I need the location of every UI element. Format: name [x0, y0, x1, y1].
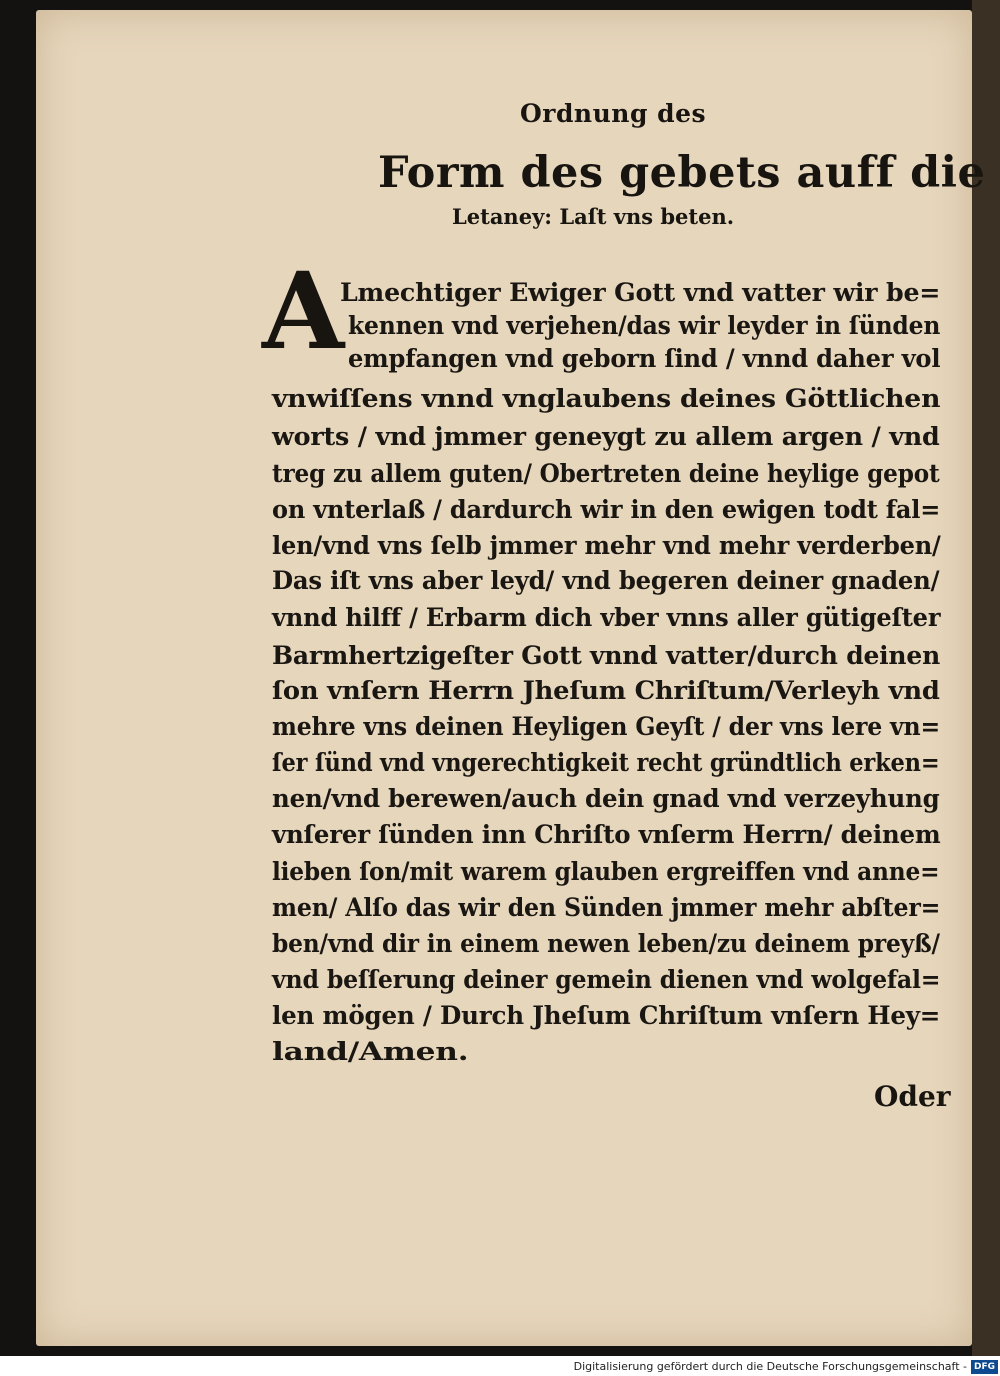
text-line: vnnd hilff / Erbarm dich vber vnns aller gütigeſter — [272, 603, 941, 632]
text-line: Lmechtiger Ewiger Gott vnd vatter wir be= — [340, 278, 941, 307]
text-line: Barmhertzigeſter Gott vnnd vatter/durch deinen — [272, 641, 941, 670]
text-line: ſon vnſern Herrn Jheſum Chriſtum/Verleyh vnd — [272, 676, 940, 705]
footer-credit — [574, 1358, 998, 1375]
text-line: lieben ſon/mit warem glauben ergreiffen vnd anne= — [272, 857, 940, 886]
text-line: men/ Alſo das wir den Sünden jmmer mehr abſter= — [272, 893, 941, 922]
text-line: land/Amen. — [272, 1037, 469, 1066]
drop-cap-initial: A — [262, 248, 345, 373]
text-line: on vnterlaß / dardurch wir in den ewigen todt fal= — [272, 495, 941, 524]
dfg-logo: DFG — [971, 1360, 998, 1374]
text-line: worts / vnd jmmer geneygt zu allem argen / vnd — [272, 422, 940, 451]
text-line: kennen vnd verjehen/das wir leyder in ſünden — [348, 311, 941, 340]
text-line: mehre vns deinen Heyligen Geyſt / der vns lere vn= — [272, 712, 941, 741]
text-line: vnd beſſerung deiner gemein dienen vnd wolgefal= — [272, 965, 941, 994]
page-subtitle: Letaney: Laſt vns beten. — [452, 204, 735, 229]
text-line: empfangen vnd geborn ſind / vnnd daher vol — [348, 344, 941, 373]
text-line: ſer ſünd vnd vngerechtigkeit recht gründtlich erken= — [272, 748, 940, 777]
text-line: len mögen / Durch Jheſum Chriſtum vnſern Hey= — [272, 1001, 941, 1030]
catchword: Oder — [874, 1080, 951, 1113]
text-line: treg zu allem guten/ Obertreten deine heylige gepot — [272, 459, 940, 488]
running-head: Ordnung des — [520, 99, 707, 128]
text-line: ben/vnd dir in einem newen leben/zu deinem preyß/ — [272, 929, 940, 958]
text-line: Das iſt vns aber leyd/ vnd begeren deiner gnaden/ — [272, 566, 940, 595]
binding-edge — [972, 0, 1000, 1356]
text-line: vnſerer ſünden inn Chriſto vnſerm Herrn/ deinem — [272, 820, 941, 849]
text-line: nen/vnd berewen/auch dein gnad vnd verzeyhung — [272, 784, 940, 813]
text-line: vnwiſſens vnnd vnglaubens deines Göttlichen — [272, 384, 941, 413]
text-line: len/vnd vns ſelb jmmer mehr vnd mehr verderben/ — [272, 531, 941, 560]
page-title: Form des gebets auff die — [378, 148, 986, 198]
footer-text: Digitalisierung gefördert durch die Deutsche Forschungsgemeinschaft - — [573, 1360, 967, 1373]
